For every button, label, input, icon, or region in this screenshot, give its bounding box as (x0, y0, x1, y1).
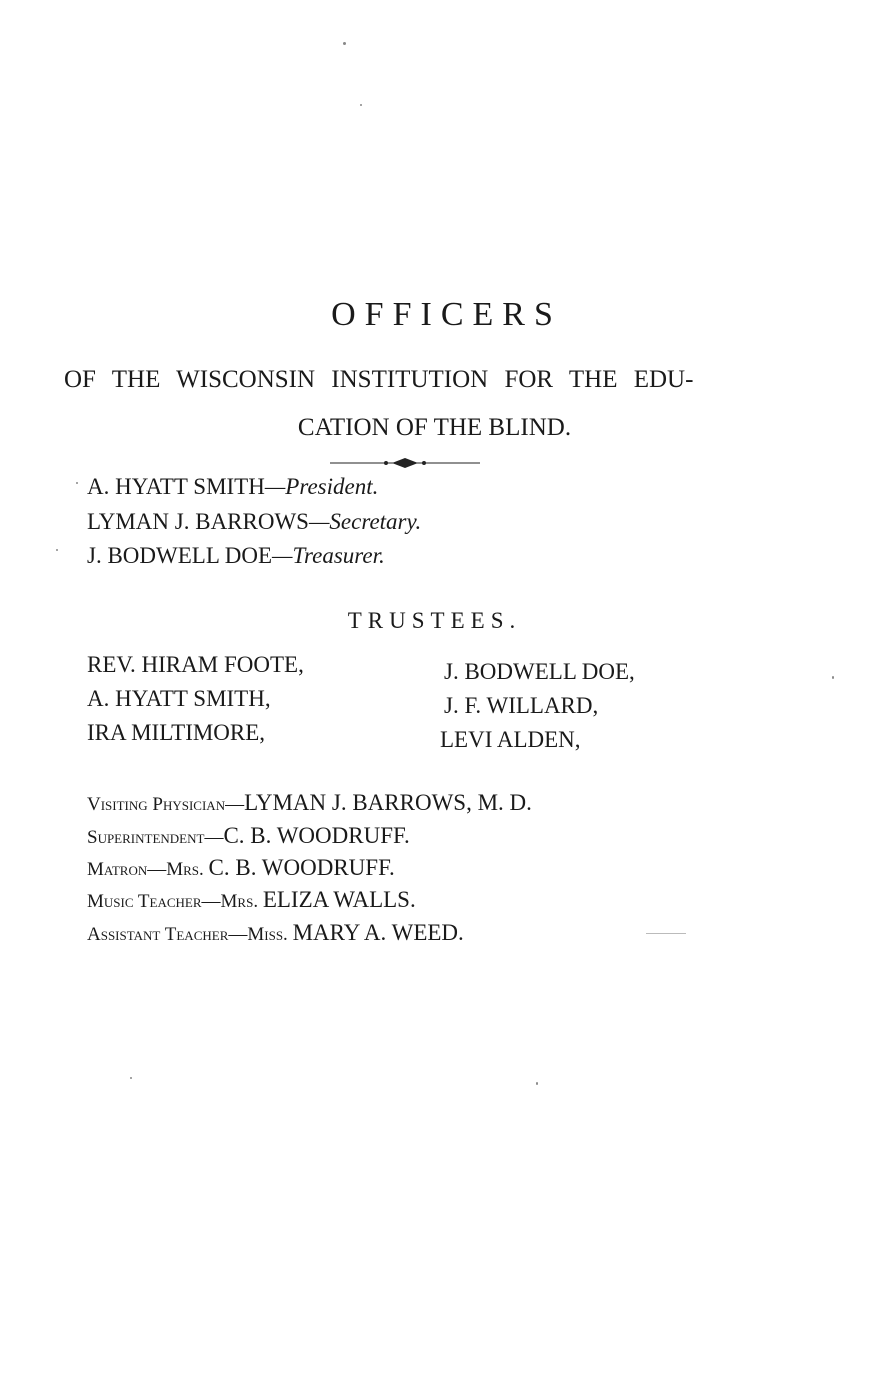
staff-assistant-teacher (87, 920, 464, 946)
staff-name: C. B. WOODRUFF. (223, 823, 410, 848)
trustee-right-3: LEVI ALDEN, (440, 727, 581, 752)
staff-title: Superintendent— (87, 827, 224, 848)
subtitle-line-2: CATION OF THE BLIND. (297, 414, 572, 441)
officer-president (87, 474, 378, 500)
scan-speck (343, 42, 346, 45)
trustee-left-2: A. HYATT SMITH, (87, 686, 271, 711)
staff-name: C. B. WOODRUFF. (208, 855, 395, 880)
staff-name: LYMAN J. BARROWS, M. D. (244, 790, 532, 815)
ornament-divider (330, 456, 480, 470)
staff-visiting-physician (87, 790, 532, 816)
trustee-left-1: REV. HIRAM FOOTE, (87, 652, 304, 677)
officer-name: J. BODWELL DOE (87, 543, 273, 568)
staff-title: Music Teacher—Mrs. (87, 891, 263, 912)
officer-treasurer (87, 543, 385, 569)
staff-name: ELIZA WALLS. (262, 887, 416, 912)
scan-speck (56, 549, 58, 551)
trustee-right-2: J. F. WILLARD, (444, 693, 599, 718)
trustees-heading: TRUSTEES. (347, 608, 522, 633)
trustee-left-3: IRA MILTIMORE, (87, 720, 266, 745)
scan-speck (130, 1077, 132, 1079)
page-title: OFFICERS (331, 296, 562, 333)
staff-matron (87, 855, 395, 881)
staff-title: Assistant Teacher—Miss. (87, 924, 293, 945)
officer-role: —Secretary. (308, 509, 422, 534)
trustee-right-1: J. BODWELL DOE, (444, 659, 635, 684)
staff-name: MARY A. WEED. (292, 920, 464, 945)
staff-music-teacher (87, 887, 416, 913)
officer-role: —President. (264, 474, 379, 499)
officer-role: —Treasurer. (272, 543, 385, 568)
officer-secretary (87, 509, 421, 535)
scan-speck (360, 104, 362, 106)
staff-title: Visiting Physician— (87, 794, 245, 815)
scan-speck (536, 1082, 538, 1085)
staff-title: Matron—Mrs. (87, 859, 209, 880)
officer-name: A. HYATT SMITH (87, 474, 265, 499)
scan-speck (76, 482, 78, 484)
scan-speck (646, 933, 686, 934)
staff-superintendent (87, 823, 410, 849)
officer-name: LYMAN J. BARROWS (87, 509, 309, 534)
scan-speck (832, 676, 834, 679)
subtitle-line-1: OF THE WISCONSIN INSTITUTION FOR THE EDU- (64, 366, 694, 393)
